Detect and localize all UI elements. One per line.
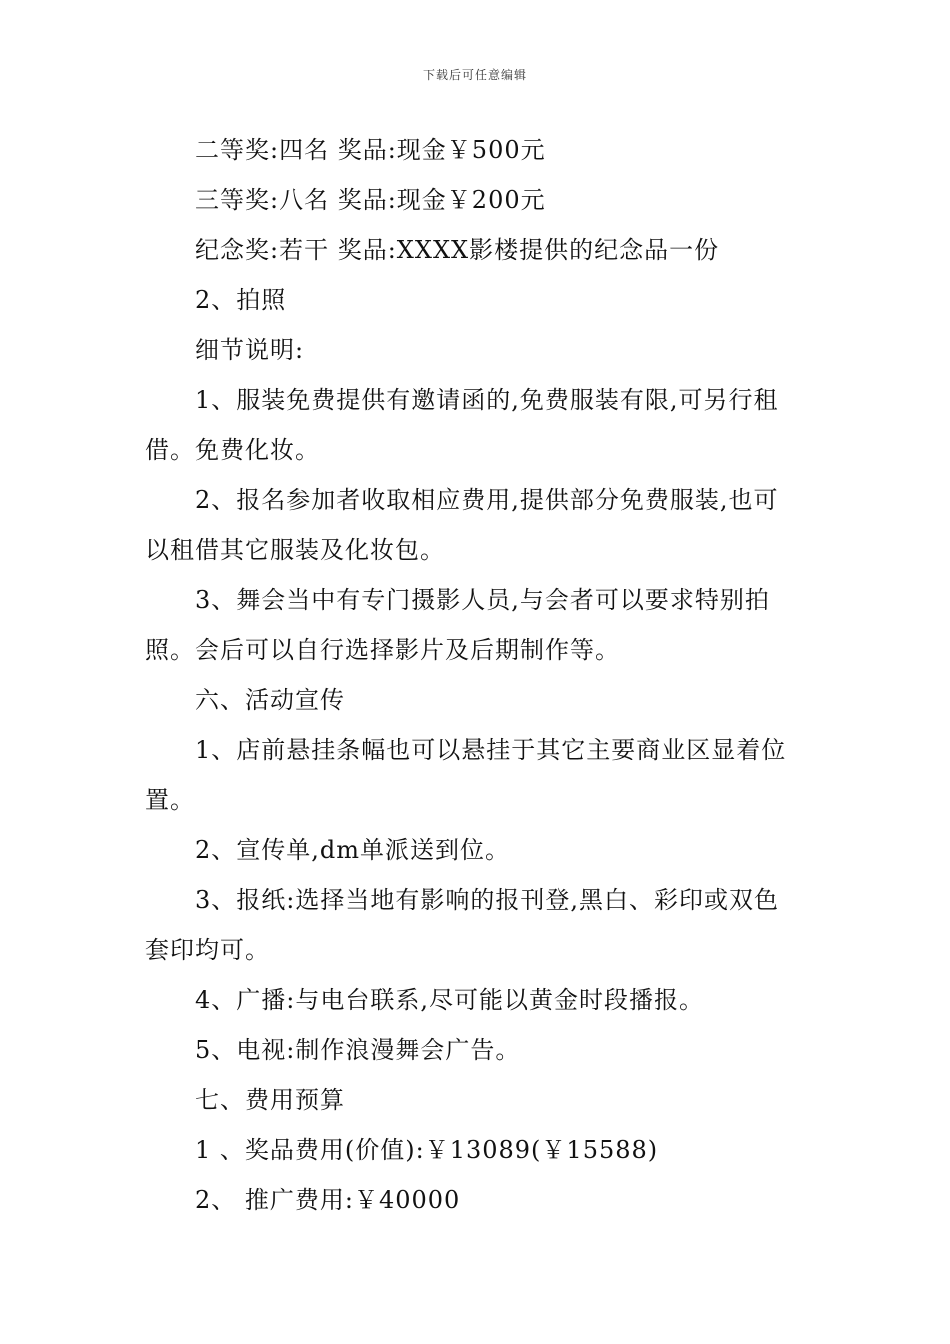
text-line: 5、电视:制作浪漫舞会广告。 <box>195 1036 521 1064</box>
text-line: 以租借其它服装及化妆包。 <box>145 536 445 564</box>
text-line: 纪念奖:若干 奖品:XXXX影楼提供的纪念品一份 <box>195 236 720 264</box>
text-line: 置。 <box>145 786 195 814</box>
text-line: 3、报纸:选择当地有影响的报刊登,黑白、彩印或双色 <box>195 886 779 914</box>
page-header: 下载后可任意编辑 <box>422 68 527 82</box>
text-line: 2、拍照 <box>195 286 287 314</box>
text-line: 3、舞会当中有专门摄影人员,与会者可以要求特别拍 <box>195 586 770 614</box>
text-line: 1、服装免费提供有邀请函的,免费服装有限,可另行租 <box>195 386 779 414</box>
text-line: 2、报名参加者收取相应费用,提供部分免费服装,也可 <box>195 486 779 514</box>
text-line: 六、活动宣传 <box>195 686 345 714</box>
text-line: 2、宣传单,dm单派送到位。 <box>195 836 511 864</box>
text-line: 三等奖:八名 奖品:现金￥200元 <box>195 186 546 214</box>
text-line: 套印均可。 <box>145 936 270 964</box>
text-line: 2、 推广费用:￥40000 <box>195 1186 461 1214</box>
text-line: 4、广播:与电台联系,尽可能以黄金时段播报。 <box>195 986 704 1014</box>
text-line: 1 、奖品费用(价值):￥13089(￥15588) <box>195 1136 659 1164</box>
text-line: 1、店前悬挂条幅也可以悬挂于其它主要商业区显着位 <box>195 736 787 764</box>
text-line: 细节说明: <box>195 336 305 364</box>
text-line: 七、费用预算 <box>195 1086 345 1114</box>
text-line: 二等奖:四名 奖品:现金￥500元 <box>195 136 546 164</box>
text-line: 借。免费化妆。 <box>145 436 320 464</box>
text-line: 照。会后可以自行选择影片及后期制作等。 <box>145 636 620 664</box>
